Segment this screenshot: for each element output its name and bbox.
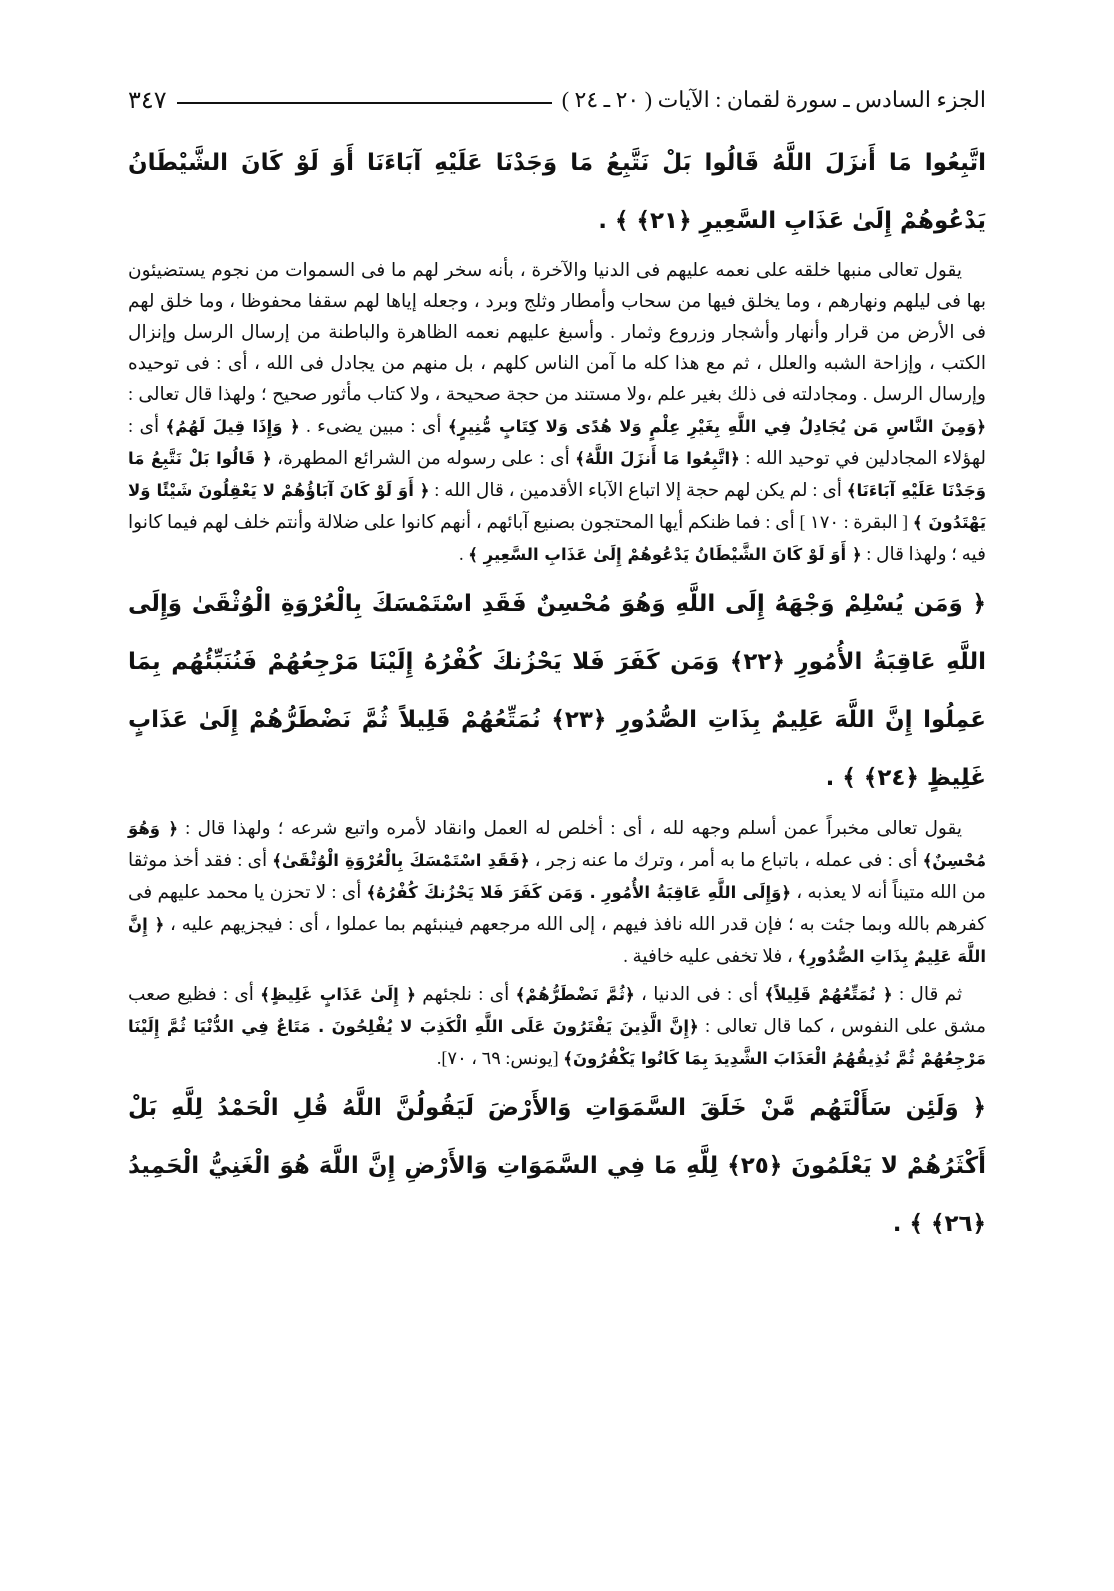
quran-quote: ﴿وَإِلَى اللَّهِ عَاقِبَةُ الأُمُورِ . وَمَن كَفَرَ فَلا يَحْزُنكَ كُفْرُهُ﴾ [366, 883, 792, 902]
quran-quote: ﴿ثُمَّ نَضْطَرُّهُمْ﴾ [515, 985, 635, 1004]
quran-quote: ﴿ وَهُوَ مُحْسِنٌ﴾ [128, 819, 987, 870]
commentary-text: أى : فظيع صعب مشق على النفوس ، كما قال تعالى : [128, 985, 987, 1037]
commentary-paragraph-2 [128, 813, 986, 973]
running-title: الجزء السادس ـ سورة لقمان : الآيات ( ٢٠ ـ ٢٤ ) [561, 87, 986, 112]
quran-quote: ﴿ نُمَتِّعُهُمْ قَلِيلاً﴾ [764, 985, 893, 1004]
commentary-text: أى : لا تحزن يا محمد عليهم فى كفرهم بالله وبما جئت به ؛ فإن قدر الله نافذ فيهم ، إلى الله مرجعهم فينبئهم بما عملوا ، أى : فيجزيهم عليه ، [128, 883, 987, 935]
commentary-text: أى : مبين يضىء . [306, 417, 442, 437]
quran-quote: ﴿اتَّبِعُوا مَا أَنزَلَ اللَّهُ﴾ [575, 449, 740, 468]
commentary-text: أى : لهؤلاء المجادلين في توحيد الله : [128, 417, 987, 469]
commentary-text: أى : فى الدنيا ، [641, 985, 759, 1005]
commentary-text: أى : على رسوله من الشرائع المطهرة، [277, 449, 570, 469]
quran-quote: ﴿ أَوَ لَوْ كَانَ آبَاؤُهُمْ لا يَعْقِلُونَ شَيْئًا وَلا يَهْتَدُونَ ﴾ [128, 481, 987, 532]
page-number: ٣٤٧ [128, 87, 167, 114]
quran-quote: ﴿ قَالُوا بَلْ نَتَّبِعُ مَا وَجَدْنَا عَلَيْهِ آبَاءَنَا﴾ [128, 449, 987, 500]
quran-quote: ﴿إِنَّ الَّذِينَ يَفْتَرُونَ عَلَى اللَّهِ الْكَذِبَ لا يُفْلِحُونَ . مَتَاعٌ فِي الدُّنْيَا ثُمَّ إِلَيْنَا مَرْجِعُهُمْ ثُمَّ نُذِيقُهُمُ الْعَذَابَ الشَّدِيدَ بِمَا كَانُوا يَكْفُرُونَ﴾ [128, 1017, 986, 1068]
commentary-text: أى : لم يكن لهم حجة إلا اتباع الآباء الأقدمين ، قال الله : [434, 481, 842, 501]
commentary-text: أى : فما ظنكم أيها المحتجون بصنيع آبائهم ، أنهم كانوا على ضلالة وأنتم خلف لهم فيما كانوا فيه ؛ ولهذا قال : [128, 513, 986, 565]
quran-quote: ﴿ وَإِذَا قِيلَ لَهُمُ﴾ [165, 417, 300, 436]
quran-quote: ﴿فَقَدِ اسْتَمْسَكَ بِالْعُرْوَةِ الْوُثْقَىٰ﴾ [272, 851, 530, 870]
commentary-text: أى : فقد أخذ موثقا من الله متيناً أنه لا يعذبه ، [128, 851, 987, 903]
header-rule [177, 102, 552, 104]
commentary-text: ، فلا تخفى عليه خافية . [623, 947, 793, 967]
verse-block-25-26: ﴿ وَلَئِن سَأَلْتَهُم مَّنْ خَلَقَ السَّمَوَاتِ وَالأَرْضَ لَيَقُولُنَّ اللَّهُ قُلِ الْحَمْدُ لِلَّهِ بَلْ أَكْثَرُهُمْ لا يَعْلَمُونَ ﴿٢٥﴾ لِلَّهِ مَا فِي السَّمَوَاتِ وَالأَرْضِ إِنَّ اللَّهَ هُوَ الْغَنِيُّ الْحَمِيدُ ﴿٢٦﴾ ﴾ . [128, 1095, 986, 1237]
commentary-text: يقول تعالى مخبراً عمن أسلم وجهه لله ، أى : أخلص له العمل وانقاد لأمره واتبع شرعه ؛ ولهذا قال : [185, 819, 962, 839]
quran-quote: ﴿ أَوَ لَوْ كَانَ الشَّيْطَانُ يَدْعُوهُمْ إِلَىٰ عَذَابِ السَّعِيرِ ﴾ [468, 545, 862, 564]
quran-quote: ﴿ إِلَىٰ عَذَابٍ غَلِيظٍ﴾ [260, 985, 416, 1004]
commentary-paragraph-3 [128, 979, 986, 1075]
commentary-paragraph-1 [128, 256, 986, 571]
verse-block-22-24: ﴿ وَمَن يُسْلِمْ وَجْهَهُ إِلَى اللَّهِ وَهُوَ مُحْسِنٌ فَقَدِ اسْتَمْسَكَ بِالْعُرْوَةِ الْوُثْقَىٰ وَإِلَى اللَّهِ عَاقِبَةُ الأُمُورِ ﴿٢٢﴾ وَمَن كَفَرَ فَلا يَحْزُنكَ كُفْرُهُ إِلَيْنَا مَرْجِعُهُمْ فَنُنَبِّئُهُم بِمَا عَمِلُوا إِنَّ اللَّهَ عَلِيمٌ بِذَاتِ الصُّدُورِ ﴿٢٣﴾ نُمَتِّعُهُمْ قَلِيلاً ثُمَّ نَضْطَرُّهُمْ إِلَىٰ عَذَابٍ غَلِيظٍ ﴿٢٤﴾ ﴾ . [128, 591, 986, 791]
verse-block-21: اتَّبِعُوا مَا أَنزَلَ اللَّهُ قَالُوا بَلْ نَتَّبِعُ مَا وَجَدْنَا عَلَيْهِ آبَاءَنَا أَوَ لَوْ كَانَ الشَّيْطَانُ يَدْعُوهُمْ إِلَىٰ عَذَابِ السَّعِيرِ ﴿٢١﴾ ﴾ . [128, 150, 986, 234]
commentary-text: . [459, 545, 464, 565]
commentary-text: أى : نلجئهم [422, 985, 510, 1005]
commentary-text: أى : فى عمله ، باتباع ما به أمر ، وترك ما عنه زجر ، [534, 851, 918, 871]
quran-quote: ﴿ إِنَّ اللَّهَ عَلِيمٌ بِذَاتِ الصُّدُورِ﴾ [128, 915, 986, 966]
running-head [128, 80, 986, 120]
citation: [ البقرة : ١٧٠ ] [799, 512, 909, 532]
quran-quote: ﴿وَمِنَ النَّاسِ مَن يُجَادِلُ فِي اللَّهِ بِغَيْرِ عِلْمٍ وَلا هُدًى وَلا كِتَابٍ مُّنِيرٍ﴾ [447, 417, 987, 436]
citation: [يونس: ٦٩ ، ٧٠]. [436, 1048, 559, 1068]
commentary-text: يقول تعالى منبها خلقه على نعمه عليهم فى الدنيا والآخرة ، بأنه سخر لهم ما فى السموات من نجوم يستضيئون بها فى ليلهم ونهارهم ، وما يخلق فيها من سحاب وأمطار وثلج وبرد ، وجعله إياها لهم سقفا محفوظا ، وما خلق لهم فى الأرض من قرار وأنهار وأشجار وزروع وثمار . وأسبغ عليهم نعمه الظاهرة والباطنة من إرسال الرسل وإنزال الكتب ، وإزاحة الشبه والعلل ، ثم مع هذا كله ما آمن الناس كلهم ، بل منهم من يجادل فى الله ، أى : فى توحيده وإرسال الرسل . ومجادلته فى ذلك بغير علم ،ولا مستند من حجة صحيحة ، ولا كتاب مأثور صحيح ؛ ولهذا قال تعالى : [128, 261, 986, 405]
commentary-text: ثم قال : [898, 985, 963, 1005]
